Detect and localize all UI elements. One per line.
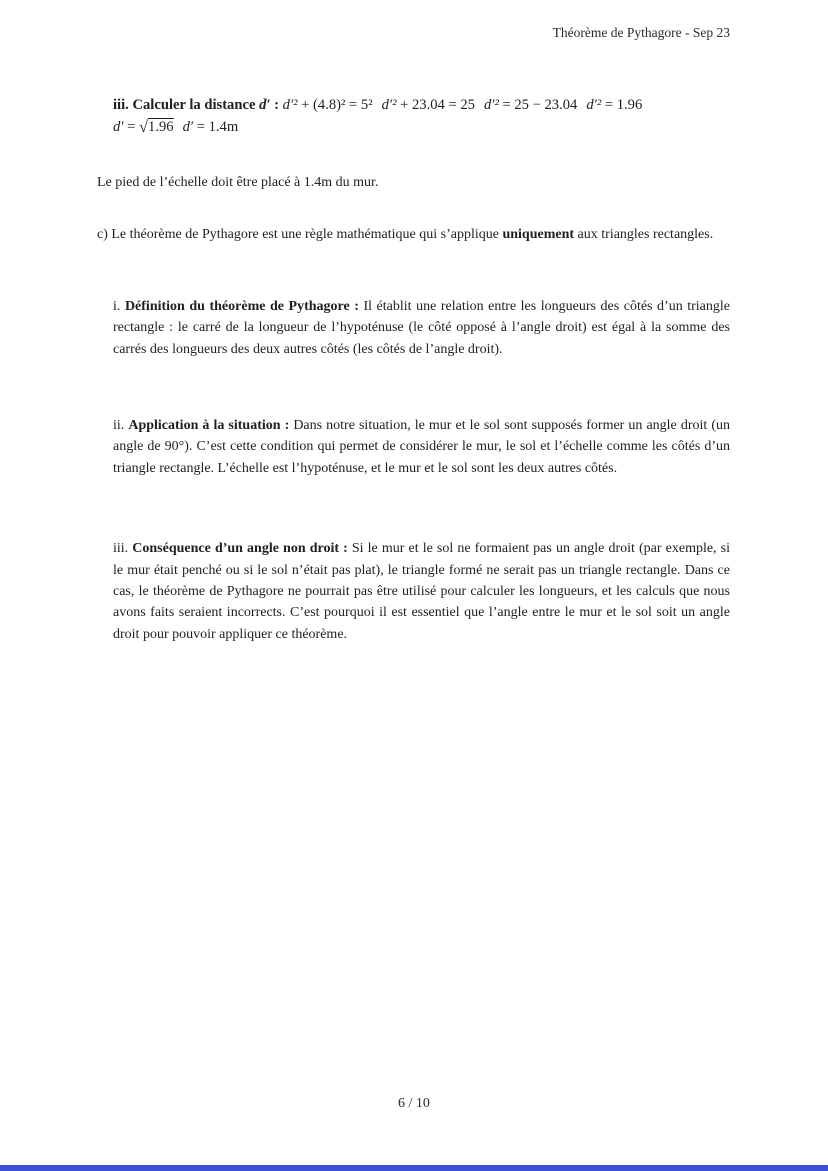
equation-1-variable: d′² — [282, 97, 298, 113]
paragraph-ii-heading: Application à la situation : — [128, 418, 290, 434]
math-label: iii. Calculer la distance — [113, 97, 260, 113]
equation-sqrt — [113, 116, 174, 138]
header-title: Théorème de Pythagore - Sep 23 — [552, 25, 730, 40]
equation-4-variable: d′² — [586, 97, 602, 113]
paragraph-iii-consequence — [113, 538, 730, 645]
equation-result-variable: d′ — [182, 119, 194, 135]
square-root-radicand: 1.96 — [148, 119, 174, 135]
equation-result — [183, 117, 239, 138]
equation-sqrt-variable: d′ — [113, 119, 124, 135]
paragraph-ii-marker: ii. — [113, 418, 129, 434]
math-line-1 — [113, 95, 730, 116]
paragraph-c-text-after: aux triangles rectangles. — [574, 227, 714, 243]
paragraph-i-heading: Définition du théorème de Pythagore : — [124, 298, 359, 314]
equation-2-variable: d′² — [381, 97, 397, 113]
paragraph-c — [97, 224, 730, 245]
square-root-sign: √ — [139, 117, 149, 136]
math-label-variable: d′ — [259, 97, 271, 113]
paragraph-i-definition — [113, 296, 730, 360]
math-line-2 — [113, 116, 730, 138]
equation-2 — [382, 95, 475, 116]
paragraph-iii-text: Si le mur et le sol ne formaient pas un angle droit (par exemple, si le mur était penché ou si le sol n’était pas plat), le triangle formé ne serait pas un triangle rectangle. Dans ce cas, le théorème de Pythagore ne pourrait pas être utilisé pour calculer les longueurs, et les calculs que nous avons faits seraient incorrects. C’est pourquoi il est essentiel que l’angle entre le mur et le sol soit un angle droit pour pouvoir appliquer ce théorème. — [113, 541, 730, 642]
bottom-accent-bar — [0, 1165, 828, 1171]
page-number-text: 6 / 10 — [398, 1096, 430, 1111]
paragraph-i-text: Il établit une relation entre les longueurs des côtés d’un triangle rectangle : le carré de la longueur de l’hypoténuse (le côté opposé à l’angle droit) est égal à la somme des carrés des longueurs des deux autres côtés (les côtés de l’angle droit). — [113, 298, 731, 357]
equation-4 — [586, 95, 642, 116]
equation-result-value: = 1.4m — [193, 119, 239, 135]
paragraph-ii-text: Dans notre situation, le mur et le sol sont supposés former un angle droit (un angle de 90°). C’est cette condition qui permet de considérer le mur, le sol et l’échelle comme les côtés d’un triangle rectangle. L’échelle est l’hypoténuse, et le mur et le sol sont les deux autres côtés. — [113, 418, 730, 476]
conclusion-text: Le pied de l’échelle doit être placé à 1.4m du mur. — [97, 175, 379, 190]
page-content — [97, 0, 730, 645]
paragraph-c-text-before: c) Le théorème de Pythagore est une règle mathématique qui s’applique — [97, 227, 503, 243]
paragraph-iii-marker: iii. — [113, 541, 133, 557]
equation-3 — [484, 95, 577, 116]
equation-sqrt-equals: = — [123, 119, 140, 135]
equation-1 — [283, 95, 373, 116]
equation-1-rest: + (4.8)² = 5² — [297, 97, 373, 113]
equation-2-rest: + 23.04 = 25 — [396, 97, 475, 113]
paragraph-ii-application — [113, 415, 730, 479]
equation-4-rest: = 1.96 — [601, 97, 643, 113]
equation-3-rest: = 25 − 23.04 — [498, 97, 578, 113]
paragraph-iii-heading: Conséquence d’un angle non droit : — [132, 541, 348, 557]
math-label-colon: : — [270, 97, 283, 113]
page-number — [0, 1096, 828, 1112]
answer-iii-math-block — [113, 95, 730, 138]
paragraph-conclusion-ladder — [97, 172, 730, 193]
equation-3-variable: d′² — [483, 97, 499, 113]
paragraph-i-marker: i. — [113, 298, 125, 314]
page-header — [97, 0, 730, 41]
paragraph-c-bold-word: uniquement — [502, 227, 575, 243]
